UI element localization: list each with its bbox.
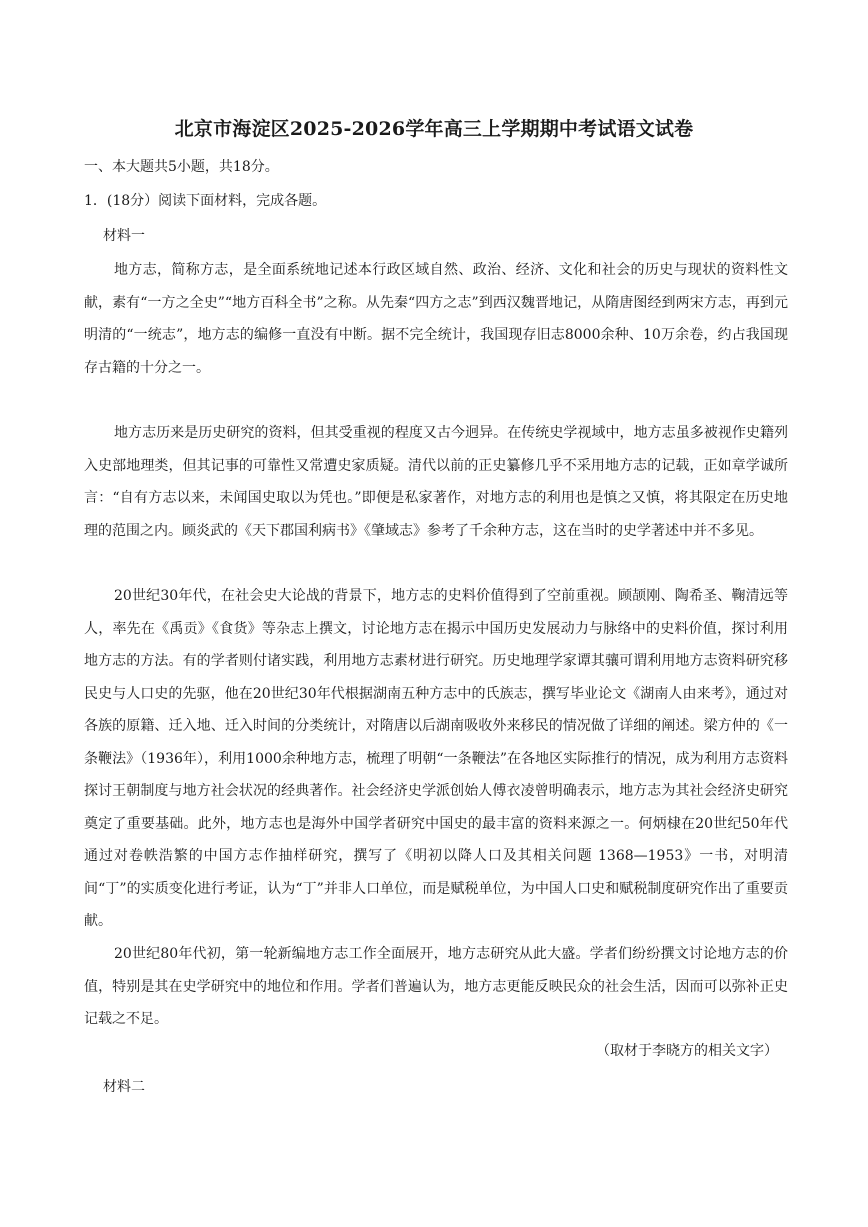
material-one-paragraph-2 — [84, 417, 788, 547]
paragraph-text: 20世纪30年代，在社会史大论战的背景下，地方志的史料价值得到了空前重视。顾颉刚、陶希圣、鞠清远等人，率先在《禹贡》《食货》等杂志上撰文，讨论地方志在揭示中国历史发展动力与脉络中的史料价值，探讨利用地方志的方法。有的学者则付诸实践，利用地方志素材进行研究。历史地理学家谭其骧可谓利用地方志资料研究移民史与人口史的先驱，他在20世纪30年代根据湖南五种方志中的氏族志，撰写毕业论文《湖南人由来考》，通过对各族的原籍、迁入地、迁入时间的分类统计，对隋唐以后湖南吸收外来移民的情况做了详细的阐述。梁方仲的《一条鞭法》（1936年），利用1000余种地方志，梳理了明朝“一条鞭法”在各地区实际推行的情况，成为利用方志资料探讨王朝制度与地方社会状况的经典著作。社会经济史学派创始人傅衣凌曾明确表示，地方志为其社会经济史研究奠定了重要基础。此外，地方志也是海外中国学者研究中国史的最丰富的资料来源之一。何炳棣在20世纪50年代通过对卷帙浩繁的中国方志作抽样研究，撰写了《明初以降人口及其相关问题 1368—1953》一书，对明清间“丁”的实质变化进行考证，认为“丁”并非人口单位，而是赋税单位，为中国人口史和赋税制度研究作出了重要贡献。 — [84, 588, 788, 929]
material-two-label: 材料二 — [103, 1079, 145, 1095]
material-one-paragraph-3 — [84, 580, 788, 938]
paragraph-text: 20世纪80年代初，第一轮新编地方志工作全面展开，地方志研究从此大盛。学者们纷纷撰文讨论地方志的价值，特别是其在史学研究中的地位和作用。学者们普遍认为，地方志更能反映民众的社会生活，因而可以弥补正史记载之不足。 — [84, 946, 788, 1027]
section-heading: 一、本大题共5小题，共18分。 — [84, 159, 279, 175]
material-one-paragraph-4 — [84, 938, 788, 1036]
question-heading: 1．(18分）阅读下面材料，完成各题。 — [84, 193, 327, 209]
material-one-label: 材料一 — [103, 228, 145, 244]
paragraph-text: 地方志历来是历史研究的资料，但其受重视的程度又古今迥异。在传统史学视域中，地方志虽多被视作史籍列入史部地理类，但其记事的可靠性又常遭史家质疑。清代以前的正史纂修几乎不采用地方志的记载，正如章学诚所言：“自有方志以来，未闻国史取以为凭也。”即便是私家著作，对地方志的利用也是慎之又慎，将其限定在历史地理的范围之内。顾炎武的《天下郡国利病书》《肇域志》参考了千余种方志，这在当时的史学著述中并不多见。 — [84, 425, 788, 539]
exam-title: 北京市海淀区2025-2026学年高三上学期期中考试语文试卷 — [174, 118, 694, 140]
material-one-paragraph-1 — [84, 254, 788, 384]
material-one-source: （取材于李晓方的相关文字） — [596, 1043, 778, 1059]
paragraph-text: 地方志，简称方志，是全面系统地记述本行政区域自然、政治、经济、文化和社会的历史与现状的资料性文献，素有“一方之全史”“地方百科全书”之称。从先秦“四方之志”到西汉魏晋地记，从隋唐图经到两宋方志，再到元明清的“一统志”，地方志的编修一直没有中断。据不完全统计，我国现存旧志8000余种、10万余卷，约占我国现存古籍的十分之一。 — [84, 262, 788, 376]
